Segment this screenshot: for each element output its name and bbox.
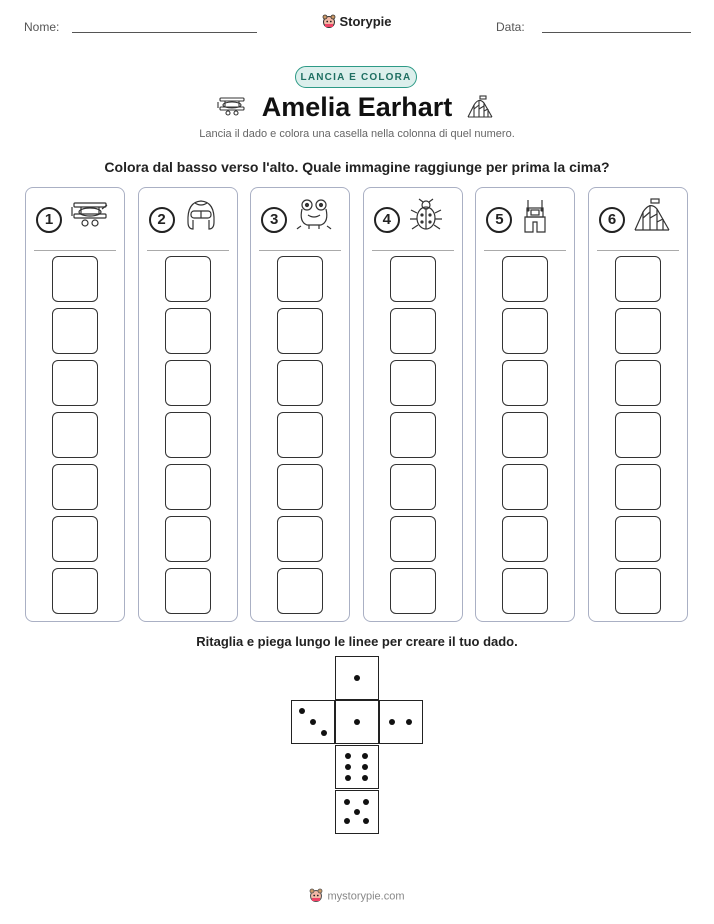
color-box[interactable] bbox=[52, 464, 98, 510]
name-field-line[interactable] bbox=[72, 32, 257, 33]
die-pip bbox=[363, 799, 369, 805]
column-divider bbox=[259, 250, 341, 251]
storypie-logo-icon bbox=[322, 14, 336, 31]
color-box[interactable] bbox=[615, 360, 661, 406]
color-box[interactable] bbox=[615, 308, 661, 354]
activity-badge: LANCIA E COLORA bbox=[295, 66, 417, 88]
die-pip bbox=[362, 764, 368, 770]
color-box[interactable] bbox=[390, 464, 436, 510]
column-2 bbox=[138, 187, 238, 622]
die-face-1 bbox=[335, 700, 379, 744]
die-pip bbox=[406, 719, 412, 725]
footer-url: mystorypie.com bbox=[327, 890, 405, 903]
color-box[interactable] bbox=[52, 568, 98, 614]
page-title: Amelia Earhart bbox=[261, 92, 453, 122]
brand bbox=[0, 14, 714, 31]
die-pip bbox=[354, 675, 360, 681]
color-box[interactable] bbox=[502, 464, 548, 510]
color-box[interactable] bbox=[277, 568, 323, 614]
color-box[interactable] bbox=[165, 516, 211, 562]
color-box[interactable] bbox=[165, 308, 211, 354]
die-pip bbox=[345, 764, 351, 770]
color-box[interactable] bbox=[52, 412, 98, 458]
die-pip bbox=[354, 719, 360, 725]
name-label: Nome: bbox=[24, 20, 60, 34]
die-face-3 bbox=[291, 700, 335, 744]
roller-coaster-icon bbox=[633, 198, 671, 237]
color-box[interactable] bbox=[502, 568, 548, 614]
column-5 bbox=[475, 187, 575, 622]
die-pip bbox=[321, 730, 327, 736]
color-box[interactable] bbox=[502, 360, 548, 406]
die-pip bbox=[310, 719, 316, 725]
color-box[interactable] bbox=[277, 360, 323, 406]
die-face-6 bbox=[335, 745, 379, 789]
column-number: 5 bbox=[486, 207, 512, 233]
column-number: 3 bbox=[261, 207, 287, 233]
roller-coaster-icon bbox=[466, 95, 494, 124]
color-box[interactable] bbox=[277, 516, 323, 562]
die-pip bbox=[362, 753, 368, 759]
column-4 bbox=[363, 187, 463, 622]
footer bbox=[0, 888, 714, 905]
color-box[interactable] bbox=[390, 256, 436, 302]
brand-name: Storypie bbox=[339, 14, 392, 29]
color-box[interactable] bbox=[277, 464, 323, 510]
color-box[interactable] bbox=[277, 308, 323, 354]
color-box[interactable] bbox=[390, 568, 436, 614]
column-divider bbox=[597, 250, 679, 251]
color-box[interactable] bbox=[277, 412, 323, 458]
column-6 bbox=[588, 187, 688, 622]
color-box[interactable] bbox=[502, 412, 548, 458]
color-box[interactable] bbox=[615, 256, 661, 302]
die-instruction: Ritaglia e piega lungo le linee per creare il tuo dado. bbox=[196, 634, 518, 649]
color-box[interactable] bbox=[502, 516, 548, 562]
column-number: 6 bbox=[599, 207, 625, 233]
die-face-5 bbox=[335, 790, 379, 834]
die-face-1 bbox=[335, 656, 379, 700]
color-box[interactable] bbox=[390, 308, 436, 354]
die-pip bbox=[299, 708, 305, 714]
die-pip bbox=[354, 809, 360, 815]
die-pip bbox=[344, 818, 350, 824]
color-box[interactable] bbox=[52, 256, 98, 302]
instruction: Colora dal basso verso l'alto. Quale immagine raggiunge per prima la cima? bbox=[104, 159, 610, 175]
column-number: 1 bbox=[36, 207, 62, 233]
color-box[interactable] bbox=[615, 516, 661, 562]
color-box[interactable] bbox=[615, 568, 661, 614]
color-box[interactable] bbox=[165, 412, 211, 458]
die-pip bbox=[362, 775, 368, 781]
die-pip bbox=[344, 799, 350, 805]
column-divider bbox=[147, 250, 229, 251]
date-label: Data: bbox=[496, 20, 525, 34]
column-divider bbox=[34, 250, 116, 251]
die-pip bbox=[345, 753, 351, 759]
die-pip bbox=[389, 719, 395, 725]
subtitle: Lancia il dado e colora una casella nella colonna di quel numero. bbox=[199, 128, 515, 140]
die-face-2 bbox=[379, 700, 423, 744]
color-box[interactable] bbox=[52, 308, 98, 354]
column-divider bbox=[484, 250, 566, 251]
color-box[interactable] bbox=[165, 256, 211, 302]
color-box[interactable] bbox=[615, 412, 661, 458]
column-number: 2 bbox=[149, 207, 175, 233]
frog-icon bbox=[295, 198, 333, 235]
column-1 bbox=[25, 187, 125, 622]
color-box[interactable] bbox=[277, 256, 323, 302]
color-box[interactable] bbox=[502, 308, 548, 354]
color-box[interactable] bbox=[52, 360, 98, 406]
die-pip bbox=[345, 775, 351, 781]
color-box[interactable] bbox=[52, 516, 98, 562]
storypie-logo-icon bbox=[309, 888, 323, 905]
column-divider bbox=[372, 250, 454, 251]
die-pip bbox=[363, 818, 369, 824]
date-field-line[interactable] bbox=[542, 32, 691, 33]
column-number: 4 bbox=[374, 207, 400, 233]
overalls-icon bbox=[520, 198, 550, 239]
color-box[interactable] bbox=[165, 568, 211, 614]
aviator-helmet-icon bbox=[183, 198, 219, 237]
color-box[interactable] bbox=[165, 360, 211, 406]
color-box[interactable] bbox=[390, 412, 436, 458]
biplane-icon bbox=[70, 198, 110, 233]
color-box[interactable] bbox=[390, 360, 436, 406]
beetle-icon bbox=[408, 198, 444, 237]
color-box[interactable] bbox=[390, 516, 436, 562]
color-box[interactable] bbox=[502, 256, 548, 302]
column-3 bbox=[250, 187, 350, 622]
color-box[interactable] bbox=[165, 464, 211, 510]
color-box[interactable] bbox=[615, 464, 661, 510]
